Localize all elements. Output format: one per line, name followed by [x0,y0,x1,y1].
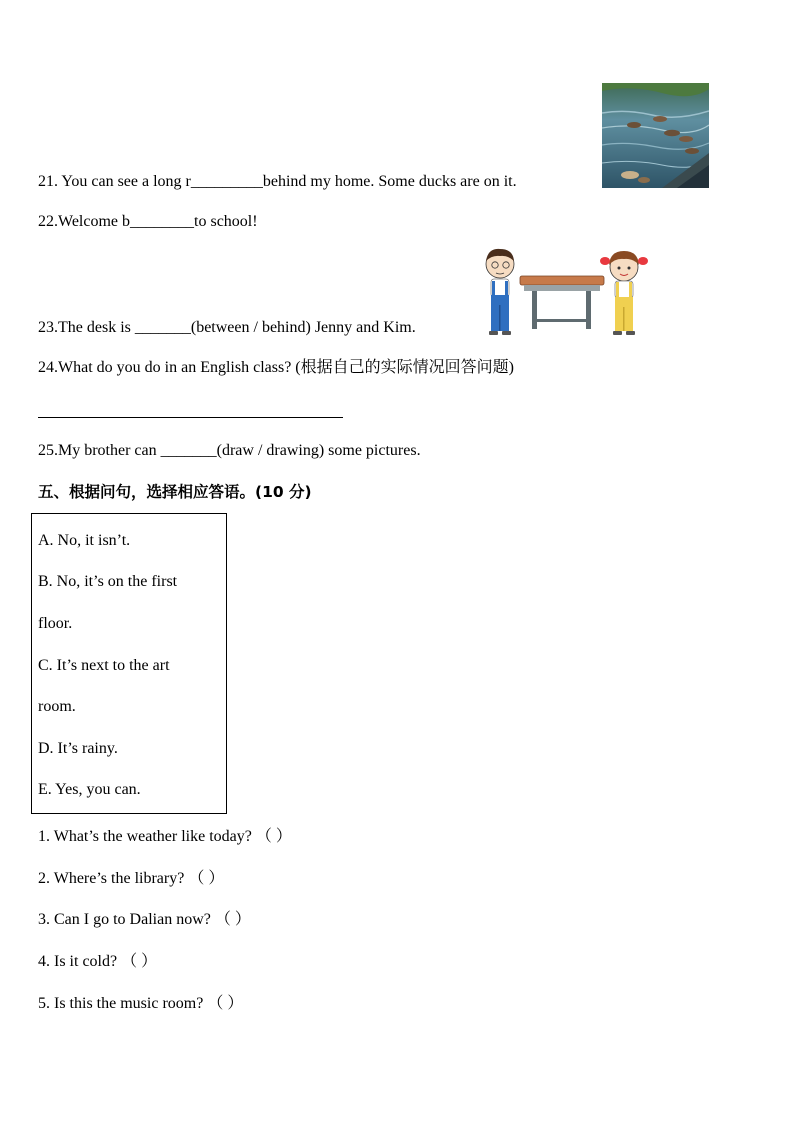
option-c-cont: room. [38,698,76,715]
option-d: D. It’s rainy. [38,740,118,757]
answer-options-box [31,513,227,814]
ducks-on-river-photo [602,83,709,188]
match-question-3: 3. Can I go to Dalian now? （ ） [38,911,251,928]
match-question-1: 1. What’s the weather like today? （ ） [38,828,292,845]
question-22: 22.Welcome b________to school! [38,213,258,230]
girl-figure [600,251,648,335]
match-question-4: 4. Is it cold? （ ） [38,953,158,970]
boy-figure [486,249,514,335]
question-24: 24.What do you do in an English class? (根据自己的实际情况回答问题) [38,359,514,376]
desk-figure [520,276,604,329]
option-b: B. No, it’s on the first [38,573,178,590]
question-23: 23.The desk is _______(between / behind) Jenny and Kim. [38,319,416,336]
boy-desk-girl-illustration [478,245,650,337]
answer-line-24[interactable] [38,417,343,418]
option-b-cont: floor. [38,615,73,632]
option-e: E. Yes, you can. [38,781,141,798]
question-25: 25.My brother can _______(draw / drawing) some pictures. [38,442,421,459]
question-21: 21. You can see a long r_________behind my home. Some ducks are on it. [38,173,517,190]
option-c: C. It’s next to the art [38,657,170,674]
match-question-5: 5. Is this the music room? （ ） [38,995,244,1012]
section-5-title: 五、根据问句，选择相应答语。(10 分) [38,483,312,501]
option-a: A. No, it isn’t. [38,532,131,549]
match-question-2: 2. Where’s the library? （ ） [38,870,225,887]
